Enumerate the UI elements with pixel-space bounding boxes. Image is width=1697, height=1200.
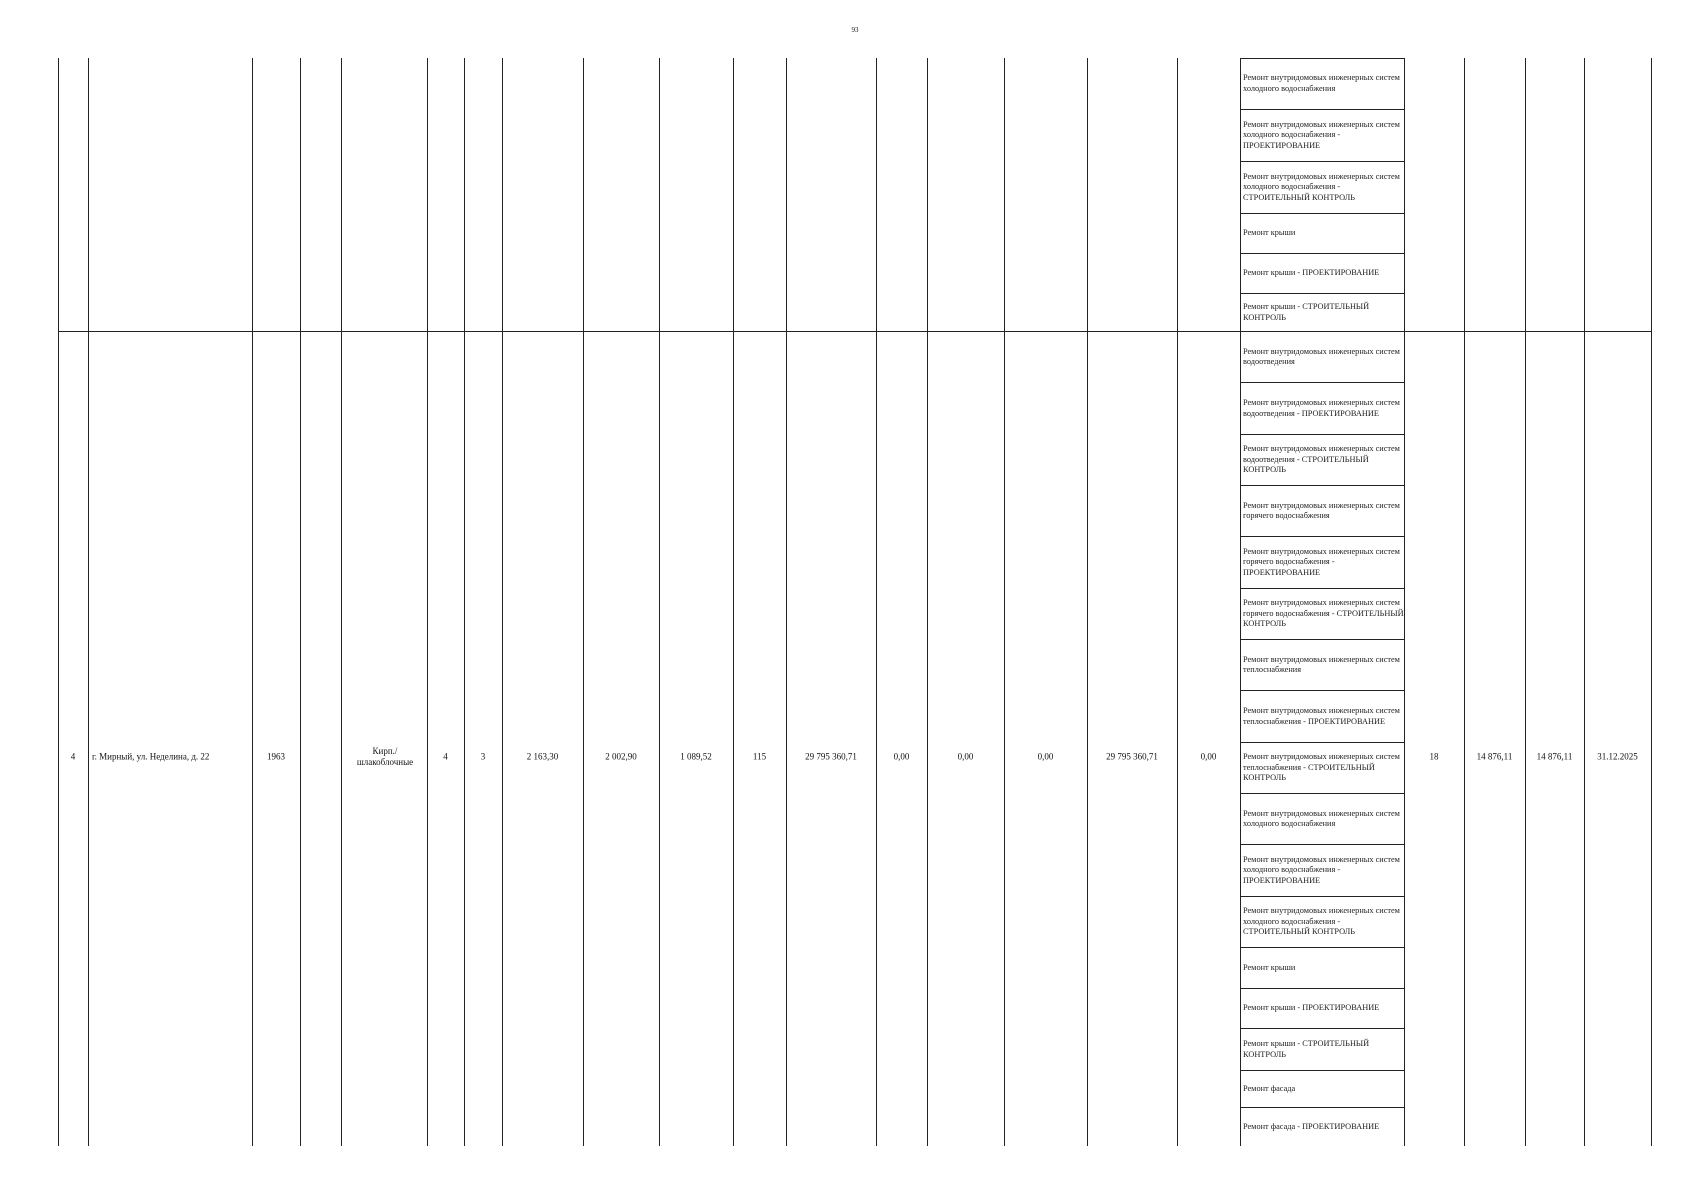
work-item: Ремонт внутридомовых инженерных систем холодного водоснабжения xyxy=(1240,58,1404,110)
column-divider xyxy=(1464,58,1465,1146)
column-divider xyxy=(1004,58,1005,1146)
entrances-cell: 3 xyxy=(480,751,486,762)
previous-row-works xyxy=(1240,58,1404,331)
cost-owners-cell: 29 795 360,71 xyxy=(1106,751,1158,762)
column-divider xyxy=(1584,58,1585,1146)
column-divider xyxy=(427,58,428,1146)
work-item: Ремонт внутридомовых инженерных систем холодного водоснабжения xyxy=(1240,794,1404,845)
address-cell: г. Мирный, ул. Неделина, д. 22 xyxy=(92,751,210,762)
work-list xyxy=(1240,332,1404,1146)
wall-material-cell: Кирп./ шлакоблочные xyxy=(356,746,414,767)
work-item: Ремонт фасада xyxy=(1240,1071,1404,1108)
column-divider xyxy=(502,58,503,1146)
residents-cell: 115 xyxy=(752,751,767,762)
work-item: Ремонт крыши xyxy=(1240,948,1404,989)
column-divider xyxy=(252,58,253,1146)
page-number: 93 xyxy=(851,26,859,34)
column-divider xyxy=(88,58,89,1146)
cost-federal-cell: 0,00 xyxy=(893,751,910,762)
total-area-cell: 2 163,30 xyxy=(526,751,559,762)
deadline-cell: 31.12.2025 xyxy=(1597,751,1638,762)
column-divider xyxy=(583,58,584,1146)
work-item: Ремонт крыши xyxy=(1240,214,1404,254)
count-cell: 18 xyxy=(1429,751,1439,762)
unit-cost-cell: 14 876,11 xyxy=(1476,751,1513,762)
premises-area-cell: 2 002,90 xyxy=(605,751,637,762)
column-divider xyxy=(927,58,928,1146)
work-item: Ремонт внутридомовых инженерных систем теплоснабжения xyxy=(1240,640,1404,691)
max-unit-cost-cell: 14 876,11 xyxy=(1536,751,1573,762)
column-divider xyxy=(1404,58,1405,1146)
work-item: Ремонт внутридомовых инженерных систем водоотведения xyxy=(1240,332,1404,383)
column-divider xyxy=(876,58,877,1146)
column-divider xyxy=(341,58,342,1146)
column-divider xyxy=(659,58,660,1146)
work-item: Ремонт крыши - ПРОЕКТИРОВАНИЕ xyxy=(1240,989,1404,1029)
work-item: Ремонт крыши - СТРОИТЕЛЬНЫЙ КОНТРОЛЬ xyxy=(1243,302,1370,322)
cost-regional-cell: 0,00 xyxy=(957,751,974,762)
column-divider xyxy=(300,58,301,1146)
column-divider xyxy=(1177,58,1178,1146)
floors-cell: 4 xyxy=(443,751,448,762)
cost-local-cell: 0,00 xyxy=(1037,751,1054,762)
column-divider xyxy=(464,58,465,1146)
work-item: Ремонт внутридомовых инженерных систем теплоснабжения - ПРОЕКТИРОВАНИЕ xyxy=(1240,691,1404,743)
work-item: Ремонт крыши - ПРОЕКТИРОВАНИЕ xyxy=(1240,254,1404,294)
column-divider xyxy=(1525,58,1526,1146)
cost-total-cell: 29 795 360,71 xyxy=(805,751,857,762)
work-item: Ремонт внутридомовых инженерных систем холодного водоснабжения - СТРОИТЕЛЬНЫЙ КОНТРОЛЬ xyxy=(1240,162,1404,214)
work-item: Ремонт внутридомовых инженерных систем горячего водоснабжения xyxy=(1240,486,1404,537)
year-cell: 1963 xyxy=(267,751,285,762)
work-item: Ремонт внутридомовых инженерных систем холодного водоснабжения - ПРОЕКТИРОВАНИЕ xyxy=(1240,110,1404,162)
work-item: Ремонт внутридомовых инженерных систем водоотведения - СТРОИТЕЛЬНЫЙ КОНТРОЛЬ xyxy=(1240,435,1404,486)
work-item: Ремонт внутридомовых инженерных систем холодного водоснабжения - СТРОИТЕЛЬНЫЙ КОНТРОЛЬ xyxy=(1240,897,1404,948)
residential-area-cell: 1 089,52 xyxy=(680,751,712,762)
work-item: Ремонт внутридомовых инженерных систем холодного водоснабжения - ПРОЕКТИРОВАНИЕ xyxy=(1240,845,1404,897)
work-item: Ремонт фасада - ПРОЕКТИРОВАНИЕ xyxy=(1243,1121,1380,1131)
column-divider xyxy=(58,58,59,1146)
column-divider xyxy=(1087,58,1088,1146)
work-item: Ремонт внутридомовых инженерных систем горячего водоснабжения - СТРОИТЕЛЬНЫЙ КОНТРОЛЬ xyxy=(1240,589,1404,640)
row-divider xyxy=(58,331,1651,332)
work-item: Ремонт внутридомовых инженерных систем теплоснабжения - СТРОИТЕЛЬНЫЙ КОНТРОЛЬ xyxy=(1240,743,1404,794)
column-divider xyxy=(1651,58,1652,1146)
work-item: Ремонт внутридомовых инженерных систем горячего водоснабжения - ПРОЕКТИРОВАНИЕ xyxy=(1240,537,1404,589)
column-divider xyxy=(733,58,734,1146)
work-item: Ремонт внутридомовых инженерных систем водоотведения - ПРОЕКТИРОВАНИЕ xyxy=(1240,383,1404,435)
cost-other-cell: 0,00 xyxy=(1200,751,1217,762)
column-divider xyxy=(786,58,787,1146)
work-item: Ремонт крыши - СТРОИТЕЛЬНЫЙ КОНТРОЛЬ xyxy=(1240,1029,1404,1071)
row-number: 4 xyxy=(70,751,76,762)
